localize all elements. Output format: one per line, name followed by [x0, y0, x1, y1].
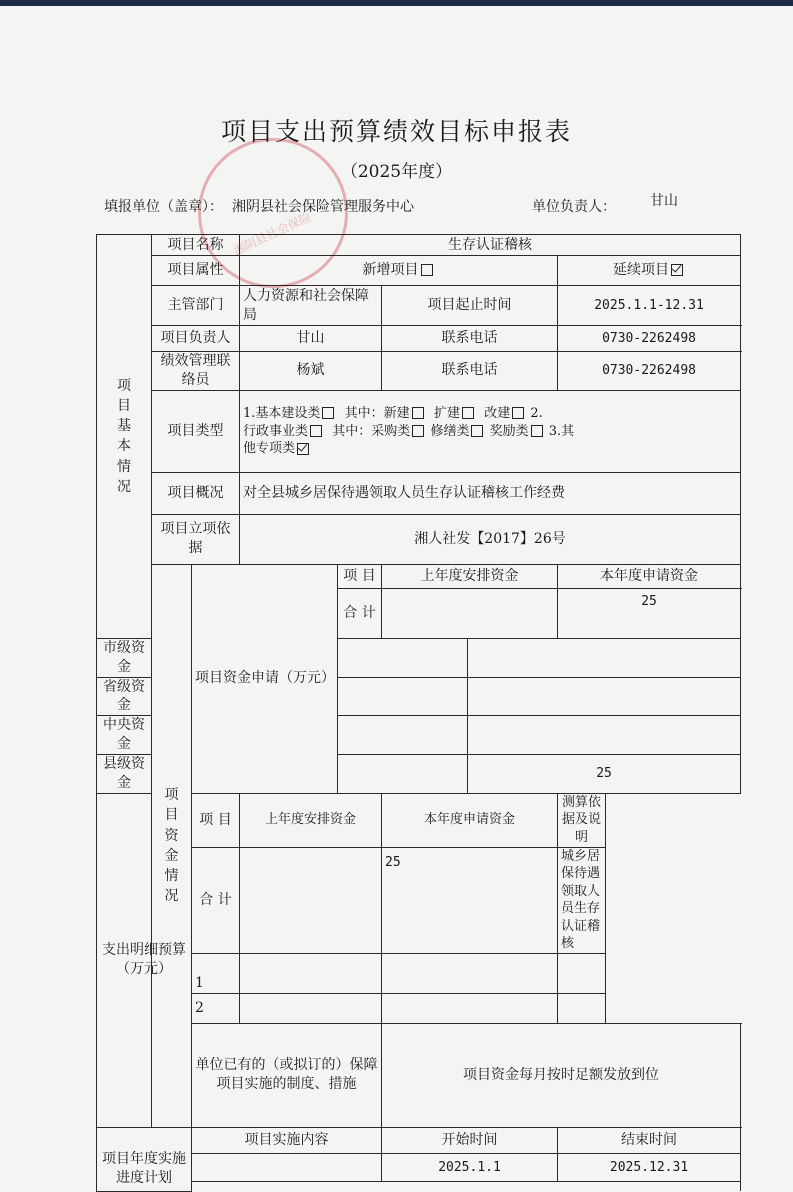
detail-row2-item: 2	[192, 993, 240, 1023]
phone2-label: 联系电话	[382, 352, 558, 391]
progress-col-end: 结束时间	[558, 1127, 741, 1153]
fund-central-label: 中央资金	[97, 716, 152, 755]
detail-row2-last	[240, 993, 382, 1023]
detail-col-item: 项 目	[192, 793, 240, 847]
detail-total-this: 25	[382, 847, 558, 953]
page-title: 项目支出预算绩效目标申报表	[220, 117, 572, 146]
progress-end-1: 2025.12.31	[558, 1153, 741, 1181]
fund-county-label: 县级资金	[97, 755, 152, 794]
measures-label: 单位已有的（或拟订的）保障项目实施的制度、措施	[192, 1023, 382, 1127]
basic-section-label: 项 目 基 本 情 况	[97, 235, 152, 639]
fund-col-item: 项 目	[338, 564, 382, 588]
phone2-value: 0730-2262498	[558, 352, 741, 391]
leader-value: 甘山	[650, 193, 678, 209]
project-type-options: 1.基本建设类 其中：新建 扩建 改建 2. 行政事业类 其中：采购类 修缮类 奖励类 3.其 他专项类	[240, 390, 741, 472]
fund-county-this: 25	[468, 755, 741, 794]
perf-contact-label: 绩效管理联络员	[152, 352, 240, 391]
checkbox-type1a-icon[interactable]	[412, 407, 424, 419]
checkbox-continue-icon[interactable]	[671, 264, 683, 276]
official-seal-text: 湘阴县社会保险	[231, 209, 314, 259]
scan-edge	[0, 0, 793, 6]
checkbox-type2b-icon[interactable]	[471, 425, 483, 437]
fund-col-last: 上年度安排资金	[382, 564, 558, 588]
fund-central-this	[468, 716, 741, 755]
dept-value: 人力资源和社会保障局	[240, 286, 382, 326]
owner-label: 项目负责人	[152, 326, 240, 352]
phone1-label: 联系电话	[382, 326, 558, 352]
project-name-label: 项目名称	[152, 235, 240, 256]
detail-col-basis: 测算依据及说明	[558, 793, 606, 847]
basis-value: 湘人社发【2017】26号	[240, 514, 741, 564]
detail-col-last: 上年度安排资金	[240, 793, 382, 847]
fund-central-last	[338, 716, 468, 755]
fund-apply-label: 项目资金申请（万元）	[192, 564, 338, 793]
checkbox-type2-icon[interactable]	[310, 425, 322, 437]
overview-value: 对全县城乡居保待遇领取人员生存认证稽核工作经费	[240, 472, 741, 514]
fill-info-row	[104, 192, 744, 220]
progress-col-content: 项目实施内容	[192, 1127, 382, 1153]
detail-row1-item: 1	[192, 953, 240, 993]
checkbox-type1c-icon[interactable]	[512, 407, 524, 419]
fill-unit-value: 湘阴县社会保险管理服务中心	[232, 199, 414, 215]
fund-total-last	[382, 588, 558, 638]
fill-unit-label: 填报单位（盖章）：	[104, 199, 223, 215]
detail-row1-this	[382, 953, 558, 993]
basis-label: 项目立项依据	[152, 514, 240, 564]
progress-content-2	[192, 1181, 741, 1191]
fund-col-this: 本年度申请资金	[558, 564, 741, 588]
owner-value: 甘山	[240, 326, 382, 352]
checkbox-new-icon[interactable]	[421, 264, 433, 276]
fund-province-this	[468, 677, 741, 716]
attr-new: 新增项目	[240, 256, 558, 286]
leader-label: 单位负责人：	[532, 199, 616, 215]
fund-city-label: 市级资金	[97, 638, 152, 677]
detail-col-this: 本年度申请资金	[382, 793, 558, 847]
detail-row1-basis	[558, 953, 606, 993]
dept-label: 主管部门	[152, 286, 240, 326]
fund-total-this: 25	[558, 588, 741, 638]
period-value: 2025.1.1-12.31	[558, 286, 741, 326]
project-name-value: 生存认证稽核	[240, 235, 741, 256]
measures-value: 项目资金每月按时足额发放到位	[382, 1023, 741, 1127]
phone1-value: 0730-2262498	[558, 326, 741, 352]
checkbox-type2c-icon[interactable]	[531, 425, 543, 437]
progress-start-1: 2025.1.1	[382, 1153, 558, 1181]
detail-row1-last	[240, 953, 382, 993]
checkbox-type3-icon[interactable]	[297, 443, 309, 455]
fund-total-label: 合 计	[338, 588, 382, 638]
progress-col-start: 开始时间	[382, 1127, 558, 1153]
fund-province-last	[338, 677, 468, 716]
budget-form-table	[96, 234, 741, 1192]
detail-row2-this	[382, 993, 558, 1023]
progress-content-1	[192, 1153, 382, 1181]
detail-row2-basis	[558, 993, 606, 1023]
project-type-label: 项目类型	[152, 390, 240, 472]
attr-continue: 延续项目	[558, 256, 741, 286]
checkbox-type1b-icon[interactable]	[462, 407, 474, 419]
detail-total-last	[240, 847, 382, 953]
page-subtitle-year: （2025年度）	[340, 162, 453, 182]
fund-province-label: 省级资金	[97, 677, 152, 716]
overview-label: 项目概况	[152, 472, 240, 514]
detail-total-basis: 城乡居保待遇领取人员生存认证稽核	[558, 847, 606, 953]
fund-section-label: 项 目 资 金 情 况	[152, 564, 192, 1127]
fund-city-last	[338, 638, 468, 677]
fund-city-this	[468, 638, 741, 677]
progress-label: 项目年度实施进度计划	[97, 1127, 192, 1191]
detail-total-label: 合 计	[192, 847, 240, 953]
detail-label: 支出明细预算（万元）	[97, 793, 192, 1127]
checkbox-type2a-icon[interactable]	[412, 425, 424, 437]
project-attr-label: 项目属性	[152, 256, 240, 286]
period-label: 项目起止时间	[382, 286, 558, 326]
perf-contact-value: 杨斌	[240, 352, 382, 391]
checkbox-type1-icon[interactable]	[322, 407, 334, 419]
fund-county-last	[338, 755, 468, 794]
